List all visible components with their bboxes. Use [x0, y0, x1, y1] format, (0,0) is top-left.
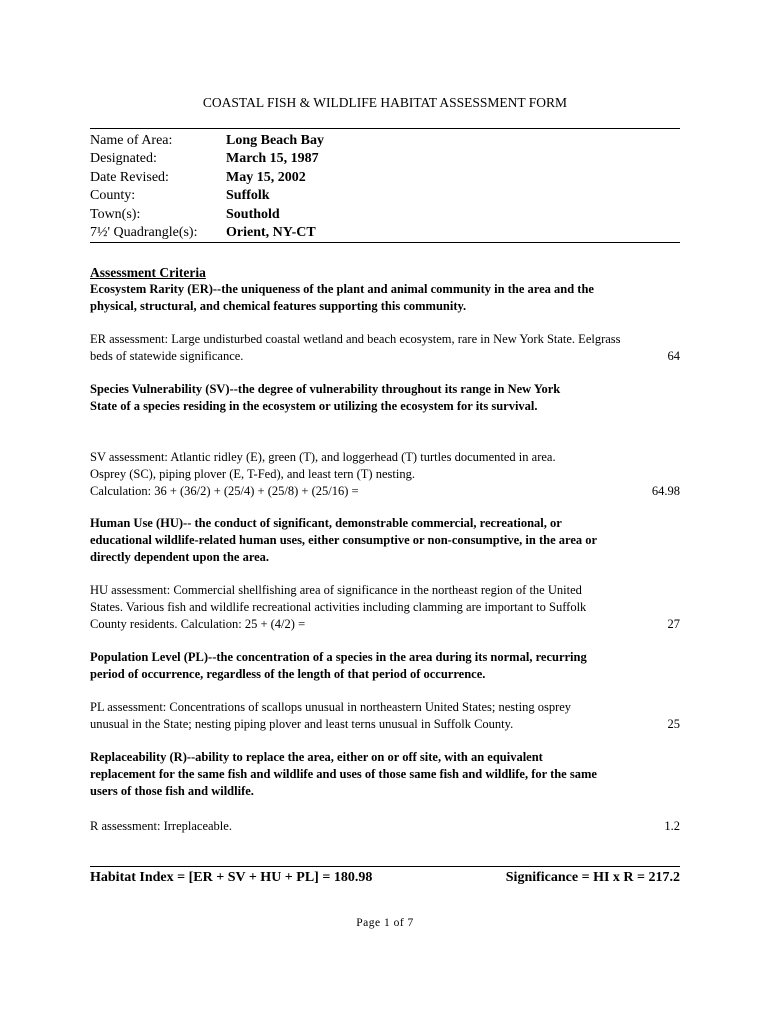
hu-definition: Human Use (HU)-- the conduct of significant, demonstrable commercial, recreational, or educational wildlife-related human uses, either consumptive or non-consumptive, in the area or directly dependent upon the area. — [90, 516, 597, 564]
er-definition: Ecosystem Rarity (ER)--the uniqueness of the plant and animal community in the area and the physical, structural, and chemical features supporting this community. — [90, 282, 594, 313]
info-value: March 15, 1987 — [226, 151, 319, 167]
pl-assessment-block — [90, 699, 680, 733]
sv-assessment-block — [90, 449, 680, 500]
r-assessment: R assessment: Irreplaceable. — [90, 819, 232, 833]
er-definition-block — [90, 264, 610, 315]
r-score: 1.2 — [664, 819, 680, 833]
criteria-heading: Assessment Criteria — [90, 265, 206, 280]
pl-definition: Population Level (PL)--the concentration of a species in the area during its normal, recurring period of occurrence, regardless of the length of that period of occurrence. — [90, 650, 587, 681]
info-value: Southold — [226, 206, 280, 222]
info-value: May 15, 2002 — [226, 169, 306, 185]
info-row-quadrangle — [90, 224, 680, 242]
hu-score: 27 — [667, 617, 680, 631]
er-assessment: ER assessment: Large undisturbed coastal wetland and beach ecosystem, rare in New York State. Eelgrass beds of statewide significance. — [90, 332, 621, 363]
info-label: Town(s): — [90, 206, 141, 222]
r-assessment-block — [90, 818, 680, 835]
sv-calculation: Calculation: 36 + (36/2) + (25/4) + (25/8) + (25/16) = — [90, 484, 359, 498]
hu-assessment-block — [90, 582, 680, 633]
sv-assessment-line1: SV assessment: Atlantic ridley (E), green (T), and loggerhead (T) turtles documented in area. — [90, 450, 556, 464]
habitat-index: Habitat Index = [ER + SV + HU + PL] = 180.98 — [90, 870, 373, 885]
form-title: COASTAL FISH & WILDLIFE HABITAT ASSESSMENT FORM — [202, 95, 568, 110]
page-number: Page 1 of 7 — [356, 917, 414, 929]
pl-assessment: PL assessment: Concentrations of scallops unusual in northeastern United States; nesting osprey unusual in the State; nesting piping plover and least terns unusual in Suffolk County. — [90, 700, 572, 731]
info-label: 7½' Quadrangle(s): — [90, 225, 198, 241]
info-divider — [90, 242, 680, 243]
info-label: County: — [90, 188, 136, 204]
pl-score: 25 — [667, 717, 680, 731]
er-assessment-block — [90, 331, 680, 365]
r-definition: Replaceability (R)--ability to replace the area, either on or off site, with an equivalent replacement for the same fish and wildlife and uses of those same fish and wildlife, for the same users of those fish and wildlife. — [90, 750, 597, 798]
info-label: Designated: — [90, 151, 157, 167]
info-row-towns — [90, 206, 680, 224]
sv-assessment-line2: Osprey (SC), piping plover (E, T-Fed), and least tern (T) nesting. — [90, 467, 415, 481]
info-value: Long Beach Bay — [226, 133, 325, 148]
info-row-name — [90, 132, 680, 150]
area-info — [90, 132, 680, 242]
totals-row — [90, 870, 680, 886]
hu-assessment: HU assessment: Commercial shellfishing area of significance in the northeast region of the United States. Various fish and wildlife recreational activities including clamming are important to Suffolk County residents. Calculation: 25 + (4/2) = — [90, 583, 587, 631]
info-label: Name of Area: — [90, 133, 173, 148]
info-value: Suffolk — [226, 188, 270, 204]
sv-score: 64.98 — [651, 484, 680, 498]
sv-definition: Species Vulnerability (SV)--the degree of vulnerability throughout its range in New York State of a species residing in the ecosystem or utilizing the ecosystem for its survival. — [90, 382, 561, 413]
top-divider — [90, 128, 680, 129]
significance: Significance = HI x R = 217.2 — [505, 870, 680, 885]
info-label: Date Revised: — [90, 169, 169, 185]
info-row-county — [90, 187, 680, 205]
info-row-revised — [90, 169, 680, 187]
info-row-designated — [90, 150, 680, 168]
er-score: 64 — [667, 349, 680, 363]
info-value: Orient, NY-CT — [226, 225, 316, 241]
footer-divider — [90, 866, 680, 867]
